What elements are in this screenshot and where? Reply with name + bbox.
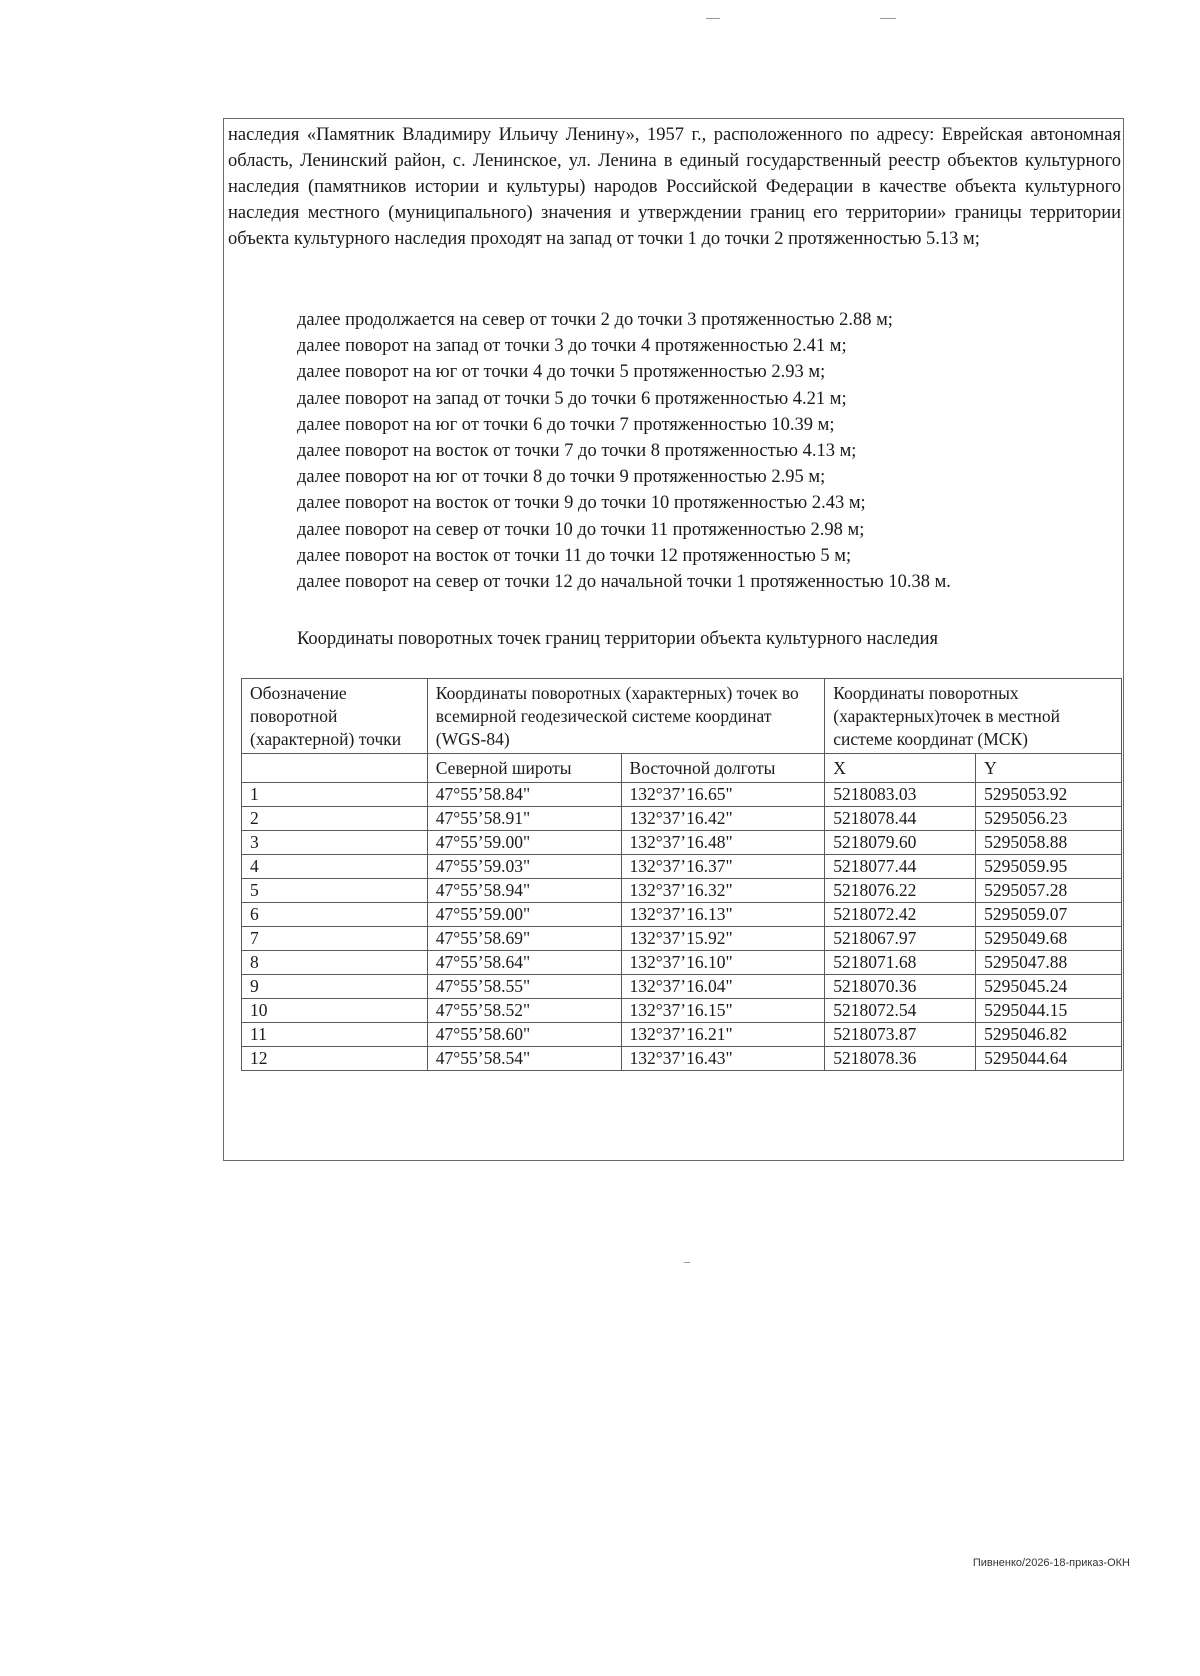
header-msk-coordinates: Координаты поворотных (характерных)точек в местной системе координат (МСК): [825, 679, 1122, 754]
boundary-step: далее поворот на юг от точки 8 до точки 9 протяженностью 2.95 м;: [297, 467, 826, 488]
subheader-x: X: [825, 754, 976, 783]
latitude-cell: 47°55’58.84": [427, 783, 621, 807]
longitude-cell: 132°37’16.42": [621, 807, 825, 831]
table-row: [242, 999, 1122, 1023]
scan-speck: [880, 18, 896, 19]
longitude-cell: 132°37’16.32": [621, 879, 825, 903]
table-row: [242, 951, 1122, 975]
boundary-step: далее поворот на юг от точки 6 до точки 7 протяженностью 10.39 м;: [297, 414, 835, 435]
scan-speck: [684, 1262, 690, 1263]
point-number-cell: 6: [242, 903, 428, 927]
table-header-row: [242, 679, 1122, 754]
point-number-cell: 9: [242, 975, 428, 999]
latitude-cell: 47°55’58.94": [427, 879, 621, 903]
y-coordinate-cell: 5295044.64: [976, 1047, 1122, 1071]
table-subheader-row: [242, 754, 1122, 783]
boundary-step: далее поворот на восток от точки 7 до точки 8 протяженностью 4.13 м;: [297, 441, 857, 462]
longitude-cell: 132°37’16.43": [621, 1047, 825, 1071]
table-row: [242, 903, 1122, 927]
latitude-cell: 47°55’58.60": [427, 1023, 621, 1047]
longitude-cell: 132°37’16.48": [621, 831, 825, 855]
x-coordinate-cell: 5218072.54: [825, 999, 976, 1023]
point-number-cell: 5: [242, 879, 428, 903]
x-coordinate-cell: 5218073.87: [825, 1023, 976, 1047]
latitude-cell: 47°55’59.00": [427, 903, 621, 927]
subheader-empty: [242, 754, 428, 783]
latitude-cell: 47°55’58.52": [427, 999, 621, 1023]
y-coordinate-cell: 5295044.15: [976, 999, 1122, 1023]
longitude-cell: 132°37’16.13": [621, 903, 825, 927]
y-coordinate-cell: 5295056.23: [976, 807, 1122, 831]
boundary-step: далее поворот на юг от точки 4 до точки 5 протяженностью 2.93 м;: [297, 362, 826, 383]
x-coordinate-cell: 5218076.22: [825, 879, 976, 903]
y-coordinate-cell: 5295053.92: [976, 783, 1122, 807]
latitude-cell: 47°55’59.03": [427, 855, 621, 879]
boundary-step: далее поворот на север от точки 10 до точки 11 протяженностью 2.98 м;: [297, 519, 865, 540]
table-row: [242, 855, 1122, 879]
boundary-step: далее поворот на запад от точки 3 до точки 4 протяженностью 2.41 м;: [297, 336, 847, 357]
x-coordinate-cell: 5218067.97: [825, 927, 976, 951]
table-row: [242, 975, 1122, 999]
x-coordinate-cell: 5218070.36: [825, 975, 976, 999]
longitude-cell: 132°37’16.37": [621, 855, 825, 879]
boundary-steps-list: [297, 307, 951, 595]
subheader-latitude: Северной широты: [427, 754, 621, 783]
point-number-cell: 12: [242, 1047, 428, 1071]
table-row: [242, 927, 1122, 951]
point-number-cell: 2: [242, 807, 428, 831]
latitude-cell: 47°55’58.55": [427, 975, 621, 999]
latitude-cell: 47°55’59.00": [427, 831, 621, 855]
table-row: [242, 1047, 1122, 1071]
boundary-step: далее поворот на восток от точки 9 до точки 10 протяженностью 2.43 м;: [297, 493, 866, 514]
y-coordinate-cell: 5295059.07: [976, 903, 1122, 927]
longitude-cell: 132°37’16.21": [621, 1023, 825, 1047]
scan-speck: [706, 18, 720, 19]
y-coordinate-cell: 5295059.95: [976, 855, 1122, 879]
table-row: [242, 807, 1122, 831]
y-coordinate-cell: 5295047.88: [976, 951, 1122, 975]
table-caption: Координаты поворотных точек границ территории объекта культурного наследия: [297, 629, 938, 649]
point-number-cell: 10: [242, 999, 428, 1023]
boundary-step: далее продолжается на север от точки 2 до точки 3 протяженностью 2.88 м;: [297, 310, 893, 330]
longitude-cell: 132°37’16.10": [621, 951, 825, 975]
y-coordinate-cell: 5295058.88: [976, 831, 1122, 855]
x-coordinate-cell: 5218077.44: [825, 855, 976, 879]
coordinates-table: [241, 678, 1122, 1071]
table-row: [242, 1023, 1122, 1047]
x-coordinate-cell: 5218072.42: [825, 903, 976, 927]
x-coordinate-cell: 5218078.44: [825, 807, 976, 831]
table-row: [242, 783, 1122, 807]
longitude-cell: 132°37’16.15": [621, 999, 825, 1023]
intro-paragraph: наследия «Памятник Владимиру Ильичу Ленину», 1957 г., расположенного по адресу: Еврейская автономная область, Ленинский район, с. Ленинское, ул. Ленина в единый государственный реестр объектов культурного наследия (памятников истории и культуры) народов Российской Федерации в качестве объекта культурного наследия местного (муниципального) значения и утверждении границ его территории» границы территории объекта культурного наследия проходят на запад от точки 1 до точки 2 протяженностью 5.13 м;: [228, 125, 1121, 249]
y-coordinate-cell: 5295057.28: [976, 879, 1122, 903]
boundary-step: далее поворот на север от точки 12 до начальной точки 1 протяженностью 10.38 м.: [297, 572, 951, 593]
point-number-cell: 3: [242, 831, 428, 855]
point-number-cell: 4: [242, 855, 428, 879]
header-wgs84-coordinates: Координаты поворотных (характерных) точек во всемирной геодезической системе координат (WGS-84): [427, 679, 824, 754]
boundary-step: далее поворот на восток от точки 11 до точки 12 протяженностью 5 м;: [297, 545, 852, 566]
latitude-cell: 47°55’58.69": [427, 927, 621, 951]
y-coordinate-cell: 5295045.24: [976, 975, 1122, 999]
subheader-y: Y: [976, 754, 1122, 783]
point-number-cell: 8: [242, 951, 428, 975]
table-body: [242, 783, 1122, 1071]
y-coordinate-cell: 5295046.82: [976, 1023, 1122, 1047]
x-coordinate-cell: 5218079.60: [825, 831, 976, 855]
header-point-designation: Обозначение поворотной (характерной) точки: [242, 679, 428, 754]
x-coordinate-cell: 5218071.68: [825, 951, 976, 975]
y-coordinate-cell: 5295049.68: [976, 927, 1122, 951]
latitude-cell: 47°55’58.91": [427, 807, 621, 831]
table-row: [242, 879, 1122, 903]
table-row: [242, 831, 1122, 855]
document-footer-reference: Пивненко/2026-18-приказ-ОКН: [972, 1557, 1130, 1569]
point-number-cell: 11: [242, 1023, 428, 1047]
longitude-cell: 132°37’15.92": [621, 927, 825, 951]
longitude-cell: 132°37’16.65": [621, 783, 825, 807]
x-coordinate-cell: 5218083.03: [825, 783, 976, 807]
latitude-cell: 47°55’58.64": [427, 951, 621, 975]
longitude-cell: 132°37’16.04": [621, 975, 825, 999]
x-coordinate-cell: 5218078.36: [825, 1047, 976, 1071]
point-number-cell: 7: [242, 927, 428, 951]
point-number-cell: 1: [242, 783, 428, 807]
latitude-cell: 47°55’58.54": [427, 1047, 621, 1071]
subheader-longitude: Восточной долготы: [621, 754, 825, 783]
boundary-step: далее поворот на запад от точки 5 до точки 6 протяженностью 4.21 м;: [297, 388, 847, 409]
